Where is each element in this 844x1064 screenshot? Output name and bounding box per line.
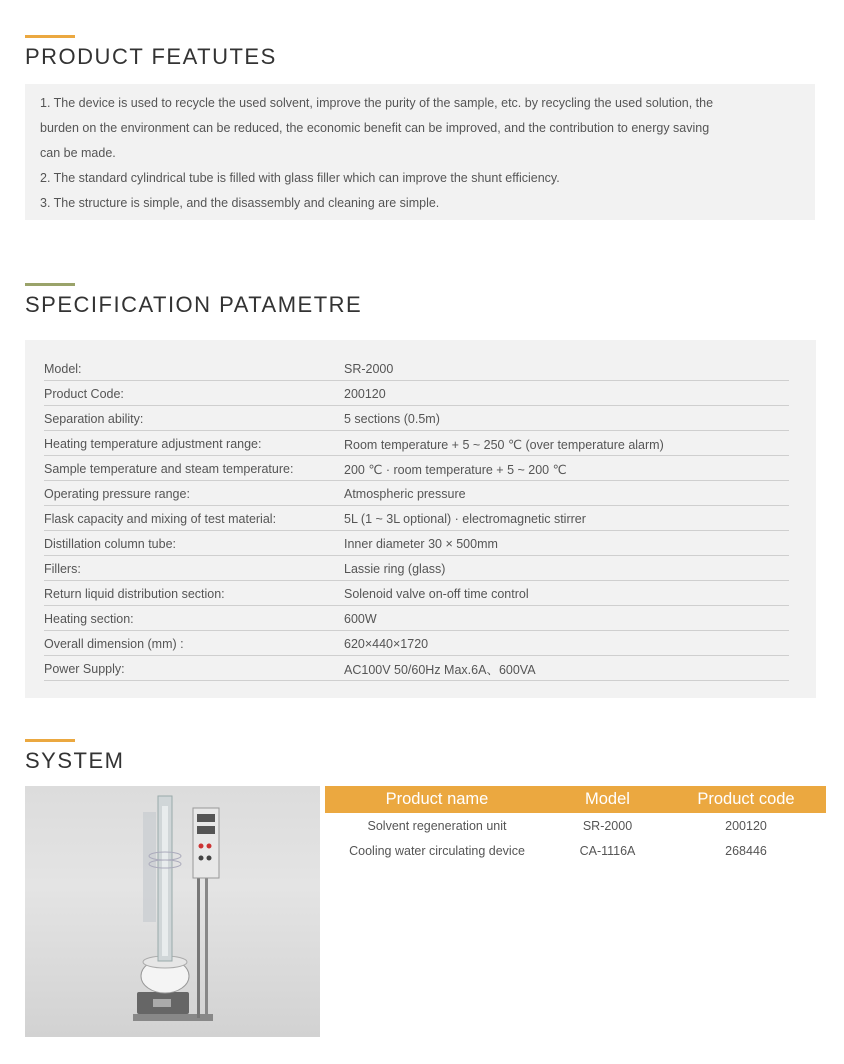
features-line: 1. The device is used to recycle the used solvent, improve the purity of the sample, etc. by recycling the used solution, the	[40, 96, 714, 110]
product-photo	[25, 786, 320, 1037]
header-product-code: Product code	[697, 790, 795, 808]
spec-value: Atmospheric pressure	[344, 487, 466, 501]
spec-row	[44, 456, 789, 481]
spec-value: 600W	[344, 612, 377, 626]
spec-row	[44, 406, 789, 431]
control-knob	[207, 856, 212, 861]
control-knob	[199, 856, 204, 861]
spec-value: 200 ℃ · room temperature + 5 ~ 200 ℃	[344, 462, 567, 477]
spec-row	[44, 431, 789, 456]
base-plate	[133, 1014, 213, 1021]
features-line: 3. The structure is simple, and the disassembly and cleaning are simple.	[40, 196, 440, 210]
features-line: can be made.	[40, 146, 116, 160]
spec-value: 5 sections (0.5m)	[344, 412, 440, 426]
cell-model: CA-1116A	[579, 843, 636, 858]
spec-key: Flask capacity and mixing of test material:	[44, 512, 277, 526]
spec-title-bar	[25, 283, 75, 286]
system-title-bar	[25, 739, 75, 742]
spec-key: Return liquid distribution section:	[44, 587, 225, 601]
stirrer-display	[153, 999, 171, 1007]
spec-key: Model:	[44, 362, 82, 376]
spec-key: Power Supply:	[44, 662, 125, 676]
spec-row	[44, 481, 789, 506]
spec-value: SR-2000	[344, 362, 394, 376]
spec-title: SPECIFICATION PATAMETRE	[25, 292, 363, 317]
spec-row	[44, 506, 789, 531]
spec-key: Distillation column tube:	[44, 537, 177, 551]
spec-row	[44, 556, 789, 581]
table-row	[325, 838, 826, 863]
features-title: PRODUCT FEATUTES	[25, 44, 277, 69]
spec-key: Fillers:	[44, 562, 81, 576]
spec-key: Overall dimension (mm) :	[44, 637, 184, 651]
spec-table	[25, 340, 816, 698]
spec-value: 620×440×1720	[344, 637, 429, 651]
control-display	[197, 826, 215, 834]
features-title-bar	[25, 35, 75, 38]
spec-value: Solenoid valve on-off time control	[344, 587, 529, 601]
system-title: SYSTEM	[25, 748, 125, 773]
system-table-header	[325, 786, 826, 813]
cell-product-code: 268446	[725, 843, 767, 858]
table-row	[325, 813, 826, 838]
spec-key: Product Code:	[44, 387, 124, 401]
system-table	[325, 786, 826, 863]
features-line: burden on the environment can be reduced, the economic benefit can be improved, and the contribution to energy saving	[40, 121, 710, 135]
spec-row	[44, 531, 789, 556]
indicator-light	[199, 844, 204, 849]
cell-product-name: Cooling water circulating device	[349, 843, 525, 858]
spec-row	[44, 656, 789, 681]
spec-value: Inner diameter 30 × 500mm	[344, 537, 498, 551]
features-panel	[25, 84, 815, 220]
spec-row	[44, 581, 789, 606]
indicator-light	[207, 844, 212, 849]
spec-row	[44, 631, 789, 656]
spec-row	[44, 356, 789, 381]
spec-key: Heating temperature adjustment range:	[44, 437, 262, 451]
features-line: 2. The standard cylindrical tube is filled with glass filler which can improve the shunt efficiency.	[40, 171, 560, 185]
spec-key: Separation ability:	[44, 412, 144, 426]
header-product-name: Product name	[385, 790, 489, 808]
spec-value: Lassie ring (glass)	[344, 562, 446, 576]
cell-product-name: Solvent regeneration unit	[367, 818, 507, 833]
spec-key: Heating section:	[44, 612, 134, 626]
cell-product-code: 200120	[725, 818, 767, 833]
cell-model: SR-2000	[582, 818, 633, 833]
spec-value: 200120	[344, 387, 386, 401]
spec-row	[44, 381, 789, 406]
spec-value: 5L (1 ~ 3L optional) · electromagnetic stirrer	[344, 512, 586, 526]
spec-key: Sample temperature and steam temperature:	[44, 462, 294, 476]
distillation-apparatus-illustration	[25, 786, 320, 1037]
header-model: Model	[585, 790, 630, 808]
spec-value: Room temperature + 5 ~ 250 ℃ (over temperature alarm)	[344, 437, 664, 452]
spec-row	[44, 606, 789, 631]
column-inner	[162, 806, 168, 956]
spec-key: Operating pressure range:	[44, 487, 190, 501]
control-display	[197, 814, 215, 822]
spec-value: AC100V 50/60Hz Max.6A、600VA	[344, 663, 536, 677]
